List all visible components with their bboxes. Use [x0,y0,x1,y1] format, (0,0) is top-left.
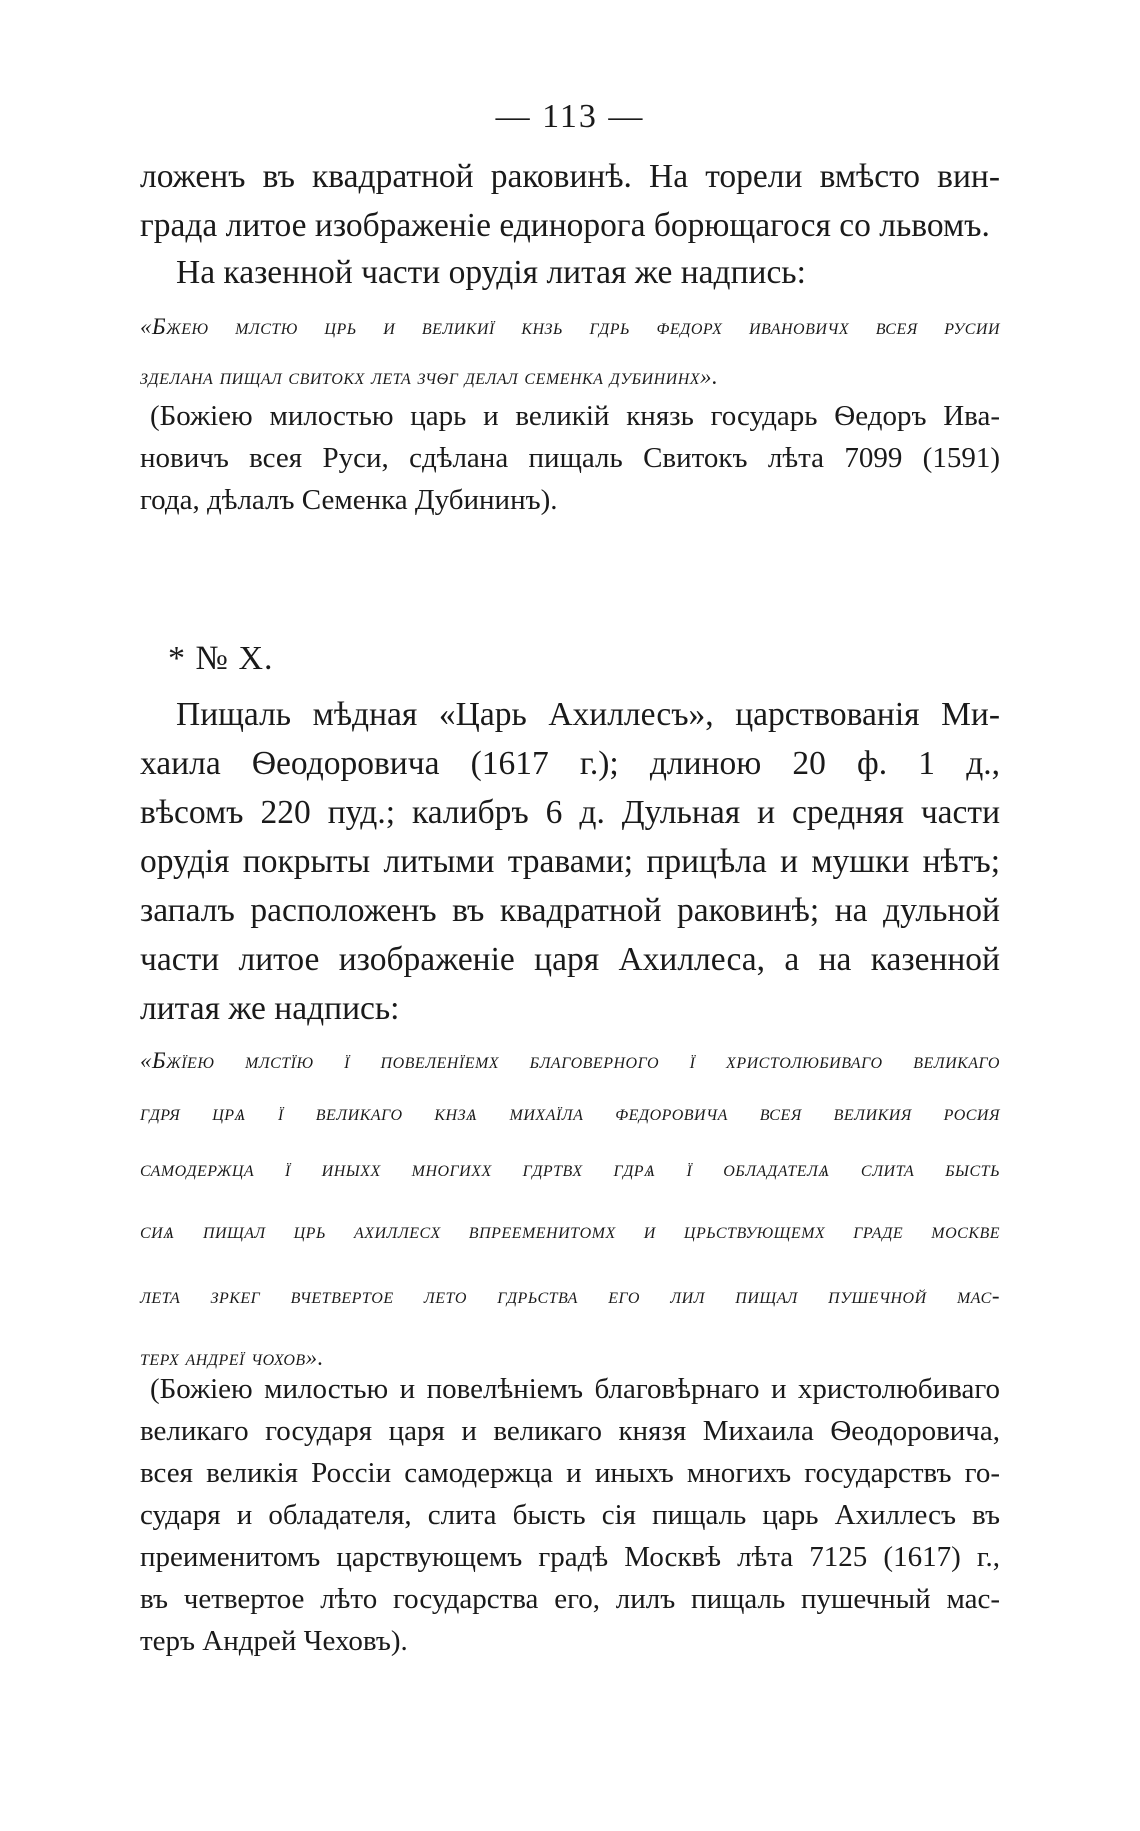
translation-line: всея великiя Россiи самодержца и иныхъ многихъ государствъ го- [140,1457,1000,1489]
inscription-line: лета зркег вчетвертое лето гдрьства его лил пищал пушечной мас- [140,1283,1000,1308]
translation-line: великаго государя царя и великаго князя Михаила Ѳеодоровича, [140,1415,1000,1447]
translation-line: теръ Андрей Чеховъ). [140,1625,408,1657]
text-line: орудiя покрыты литыми травами; прицѣла и мушки нѣтъ; [140,843,1000,880]
text-line: Пищаль мѣдная «Царь Ахиллесъ», царствованiя Ми- [176,696,1000,733]
translation-line: преименитомъ царствующемъ градѣ Москвѣ лѣта 7125 (1617) г., [140,1541,1000,1573]
text-line: ложенъ въ квадратной раковинѣ. На торели вмѣсто вин- [140,158,1000,195]
text-line: части литое изображенiе царя Ахиллеса, а на казенной [140,941,1000,978]
translation-1 [140,395,1000,521]
paragraph-description [140,690,1000,1033]
inscription-line: гдря црѧ ї великаго кнзѧ михаїла федоровича всея великия росия [140,1100,1000,1125]
inscription-line: «Бжїею млстїю ї повеленїемх благоверного ї христолюбиваго великаго [140,1048,1000,1073]
paragraph-inscription-intro [140,248,1000,297]
translation-line: въ четвертое лѣто государства его, лилъ пищаль пушечный мас- [140,1583,1000,1615]
translation-line: (Божiею милостью и повелѣнiемъ благовѣрнаго и христолюбиваго [150,1373,1000,1405]
text-line: града литое изображенiе единорога борющагося со львомъ. [140,207,990,244]
text-line: На казенной части орудiя литая же надпись: [176,254,806,291]
translation-line: сударя и обладателя, слита бысть сiя пищаль царь Ахиллесъ въ [140,1499,1000,1531]
translation-line: года, дѣлалъ Семенка Дубининъ). [140,484,558,516]
text-line: вѣсомъ 220 пуд.; калибръ 6 д. Дульная и средняя части [140,794,1000,831]
inscription-line: сиѧ пищал црь ахиллесх впрееменитомх и црьствующемх граде москве [140,1218,1000,1243]
text-line: хаила Ѳеодоровича (1617 г.); длиною 20 ф. 1 д., [140,745,1000,782]
inscription-line: терх андреї чохов». [140,1345,324,1370]
inscription-slavonic-1 [140,305,1000,405]
text-line: литая же надпись: [140,990,400,1027]
translation-line: (Божiею милостью царь и великiй князь государь Ѳедоръ Ива- [150,400,1000,432]
inscription-line: самодержца ї иныхх многихх гдртвх гдрѧ ї обладателѧ слита бысть [140,1156,1001,1181]
inscription-slavonic-2 [140,1037,1000,1389]
inscription-line: «Бжею млстю црь и великиї кнзь гдрь федорх ивановичх всея русии [140,314,1000,339]
section-heading: * № X. [168,640,274,677]
text-line: запалъ расположенъ въ квадратной раковинѣ; на дульной [140,892,1000,929]
page-number: — 113 — [495,98,645,135]
translation-line: новичъ всея Руси, сдѣлана пищаль Свитокъ лѣта 7099 (1591) [140,442,1000,474]
paragraph-continuation [140,152,1000,250]
translation-2 [140,1368,1000,1662]
inscription-line: зделана пищал свитокх лета зчѳг делал семенка дубининх». [140,364,719,389]
